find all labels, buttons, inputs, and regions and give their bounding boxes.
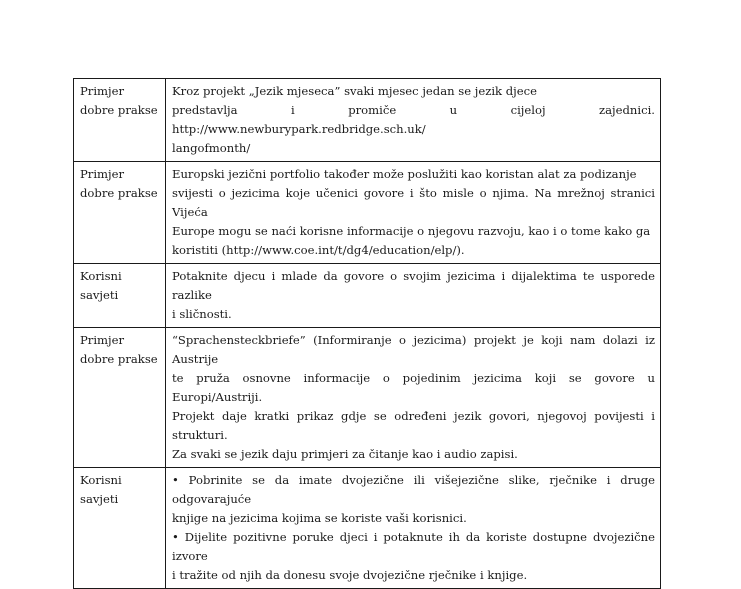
row-content (166, 162, 661, 264)
content-line: Europe mogu se naći korisne informacije o njegovu razvoju, kao i o tome kako ga (172, 224, 651, 238)
label-text: savjeti (80, 288, 119, 302)
label-text: dobre prakse (80, 103, 158, 117)
table-row (74, 79, 661, 162)
bullet-line: • Pobrinite se da imate dvojezične ili višejezične slike, rječnike i druge odgovarajuće (172, 473, 655, 506)
content-line: predstavlja i promiče u cijeloj zajednici. http://www.newburypark.redbridge.sch.uk/ (172, 103, 655, 136)
content-line: koristiti (http://www.coe.int/t/dg4/education/elp/). (172, 243, 465, 257)
label-text: dobre prakse (80, 352, 158, 366)
row-content (166, 328, 661, 468)
row-label (74, 162, 166, 264)
label-text: Primjer (80, 167, 125, 181)
label-text: Korisni (80, 269, 122, 283)
label-text: Primjer (80, 84, 125, 98)
good-practice-table (73, 78, 661, 589)
row-content (166, 264, 661, 328)
table-row (74, 328, 661, 468)
row-label (74, 264, 166, 328)
content-line: Europski jezični portfolio također može poslužiti kao koristan alat za podizanje (172, 167, 637, 181)
content-line: Projekt daje kratki prikaz gdje se određeni jezik govori, njegovoj povijesti i strukturi. (172, 409, 655, 442)
label-text: Korisni (80, 473, 122, 487)
content-line: svijesti o jezicima koje učenici govore i što misle o njima. Na mrežnoj stranici Vijeća (172, 186, 655, 219)
content-line: Kroz projekt „Jezik mjeseca” svaki mjesec jedan se jezik djece (172, 84, 537, 98)
label-text: savjeti (80, 492, 119, 506)
bullet-line: • Dijelite pozitivne poruke djeci i potaknute ih da koriste dostupne dvojezične izvore (172, 530, 655, 563)
label-text: dobre prakse (80, 186, 158, 200)
content-line: langofmonth/ (172, 141, 251, 155)
content-line: Za svaki se jezik daju primjeri za čitanje kao i audio zapisi. (172, 447, 518, 461)
content-line: Potaknite djecu i mlade da govore o svojim jezicima i dijalektima te usporede razlike (172, 269, 655, 302)
row-label (74, 328, 166, 468)
content-line: te pruža osnovne informacije o pojedinim jezicima koji se govore u Europi/Austriji. (172, 371, 655, 404)
table-row (74, 162, 661, 264)
content-line: “Sprachensteckbriefe” (Informiranje o jezicima) projekt je koji nam dolazi iz Austrije (172, 333, 655, 366)
content-line: knjige na jezicima kojima se koriste vaši korisnici. (172, 511, 467, 525)
row-label (74, 79, 166, 162)
content-line: i tražite od njih da donesu svoje dvojezične rječnike i knjige. (172, 568, 528, 582)
row-content (166, 79, 661, 162)
label-text: Primjer (80, 333, 125, 347)
table-row (74, 264, 661, 328)
content-line: i sličnosti. (172, 307, 232, 321)
